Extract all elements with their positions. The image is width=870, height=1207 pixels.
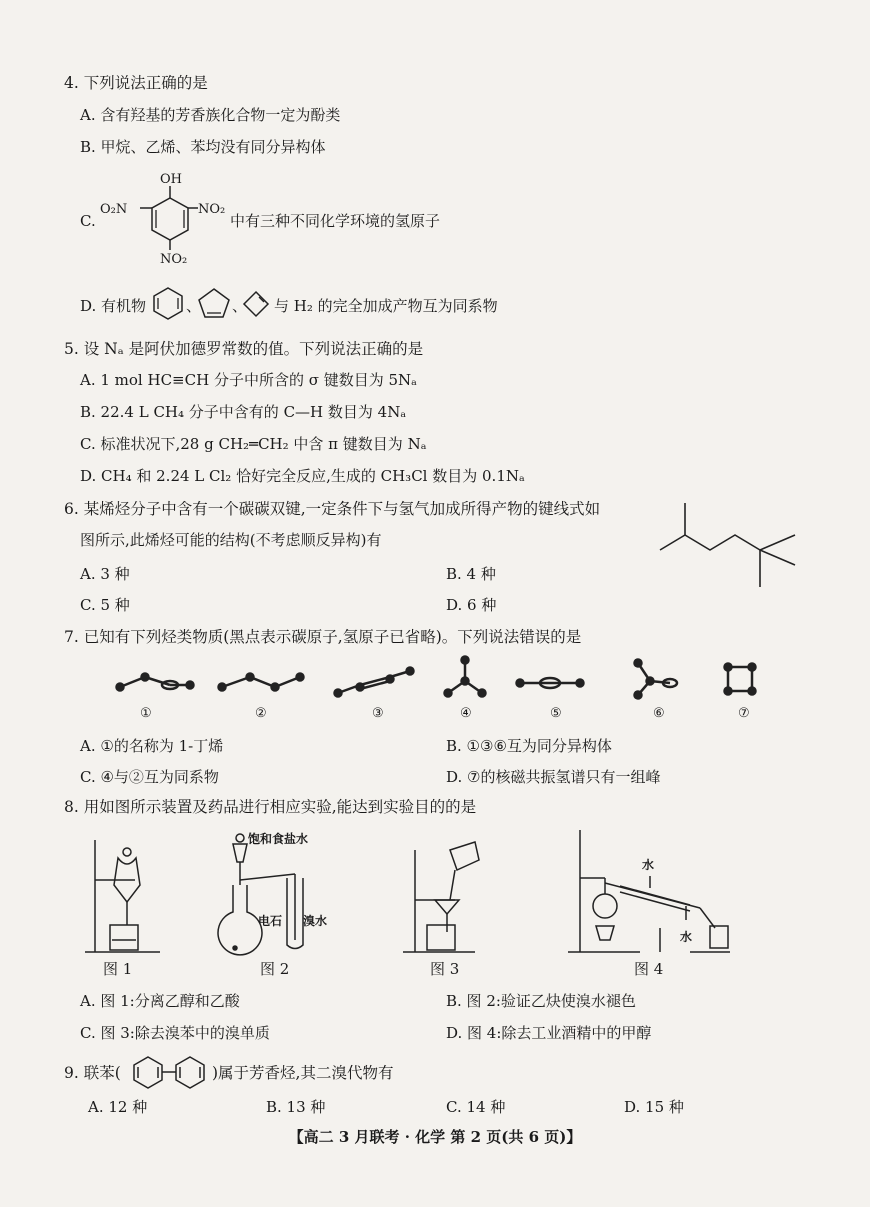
apparatus-figure-2 [205,830,328,960]
picric-no2-left: O₂N [100,202,128,217]
q5-stem: 5. 设 Nₐ 是阿伏加德罗常数的值。下列说法正确的是 [64,340,424,358]
fig2-label-brine: 饱和食盐水 [248,832,309,846]
q4-d-sep1: 、 [186,297,202,315]
picric-no2-right: NO₂ [198,202,226,217]
fig2-label-carbide: 电石 [258,914,283,928]
fig4-label-water-bottom: 水 [680,930,693,944]
q5-option-a: A. 1 mol HC≡CH 分子中所含的 σ 键数目为 5Nₐ [80,371,417,389]
skeletal-formula [655,495,805,595]
q8-option-a: A. 图 1:分离乙醇和乙酸 [80,992,240,1010]
q7-label-5: ⑤ [550,706,562,721]
q4-stem: 4. 下列说法正确的是 [64,74,208,92]
page-footer: 【高二 3 月联考 · 化学 第 2 页(共 6 页)】 [288,1128,582,1146]
q8-option-d: D. 图 4:除去工业酒精中的甲醇 [446,1024,652,1042]
q7-stem: 7. 已知有下列烃类物质(黑点表示碳原子,氢原子已省略)。下列说法错误的是 [64,628,582,646]
q7-label-2: ② [255,706,267,721]
q9-option-d: D. 15 种 [624,1098,684,1116]
fig2-caption: 图 2 [260,960,290,978]
q9-option-a: A. 12 种 [88,1098,148,1116]
fig4-label-water-top: 水 [642,858,655,872]
q8-option-c: C. 图 3:除去溴苯中的溴单质 [80,1024,270,1042]
q4-option-c-suffix: 中有三种不同化学环境的氢原子 [230,212,441,230]
q5-option-b: B. 22.4 L CH₄ 分子中含有的 C—H 数目为 4Nₐ [80,403,407,421]
q4-option-b: B. 甲烷、乙烯、苯均没有同分异构体 [80,138,326,156]
apparatus-figure-1 [80,830,170,960]
q5-option-d: D. CH₄ 和 2.24 L Cl₂ 恰好完全反应,生成的 CH₃Cl 数目为 0.1Nₐ [80,467,525,485]
q7-label-1: ① [140,706,152,721]
apparatus-figure-4 [560,828,745,960]
q6-stem-line2: 图所示,此烯烃可能的结构(不考虑顺反异构)有 [80,531,382,549]
q6-option-d: D. 6 种 [446,596,497,614]
fig3-caption: 图 3 [430,960,460,978]
q8-stem: 8. 用如图所示装置及药品进行相应实验,能达到实验目的的是 [64,798,477,816]
q7-option-a: A. ①的名称为 1-丁烯 [80,737,224,755]
q5-option-c: C. 标准状况下,28 g CH₂═CH₂ 中含 π 键数目为 Nₐ [80,435,427,453]
benzene-ring-icon [150,285,186,321]
q4-d-sep2: 、 [232,297,248,315]
q9-stem-prefix: 9. 联苯( [64,1064,121,1082]
q9-option-c: C. 14 种 [446,1098,506,1116]
q4-option-d-suffix: 与 H₂ 的完全加成产物互为同系物 [274,297,498,315]
picric-no2-bottom: NO₂ [160,252,188,267]
q6-option-a: A. 3 种 [80,565,130,583]
fig4-caption: 图 4 [634,960,664,978]
q9-option-b: B. 13 种 [266,1098,326,1116]
q7-option-b: B. ①③⑥互为同分异构体 [446,737,612,755]
q9-stem-suffix: )属于芳香烃,其二溴代物有 [212,1064,394,1082]
q4-option-a: A. 含有羟基的芳香族化合物一定为酚类 [80,106,341,124]
q6-stem-line1: 6. 某烯烃分子中含有一个碳碳双键,一定条件下与氢气加成所得产物的键线式如 [64,500,601,518]
q4-option-c-prefix: C. [80,212,96,230]
q7-label-3: ③ [372,706,384,721]
picric-oh-label: OH [160,172,182,187]
hydrocarbon-ball-models [110,655,780,705]
q8-option-b: B. 图 2:验证乙炔使溴水褪色 [446,992,636,1010]
q7-label-4: ④ [460,706,472,721]
fig1-caption: 图 1 [103,960,133,978]
fig2-label-bromine-water: 溴水 [303,914,328,928]
q7-option-d: D. ⑦的核磁共振氢谱只有一组峰 [446,768,661,786]
q7-label-7: ⑦ [738,706,750,721]
biphenyl-structure [126,1054,216,1090]
q7-label-6: ⑥ [653,706,665,721]
cyclopentene-icon [196,286,232,322]
q6-option-b: B. 4 种 [446,565,496,583]
cyclobutene-icon [242,290,272,320]
q7-option-c: C. ④与②互为同系物 [80,768,219,786]
q6-option-c: C. 5 种 [80,596,130,614]
q4-option-d-prefix: D. 有机物 [80,297,147,315]
apparatus-figure-3 [395,830,495,960]
